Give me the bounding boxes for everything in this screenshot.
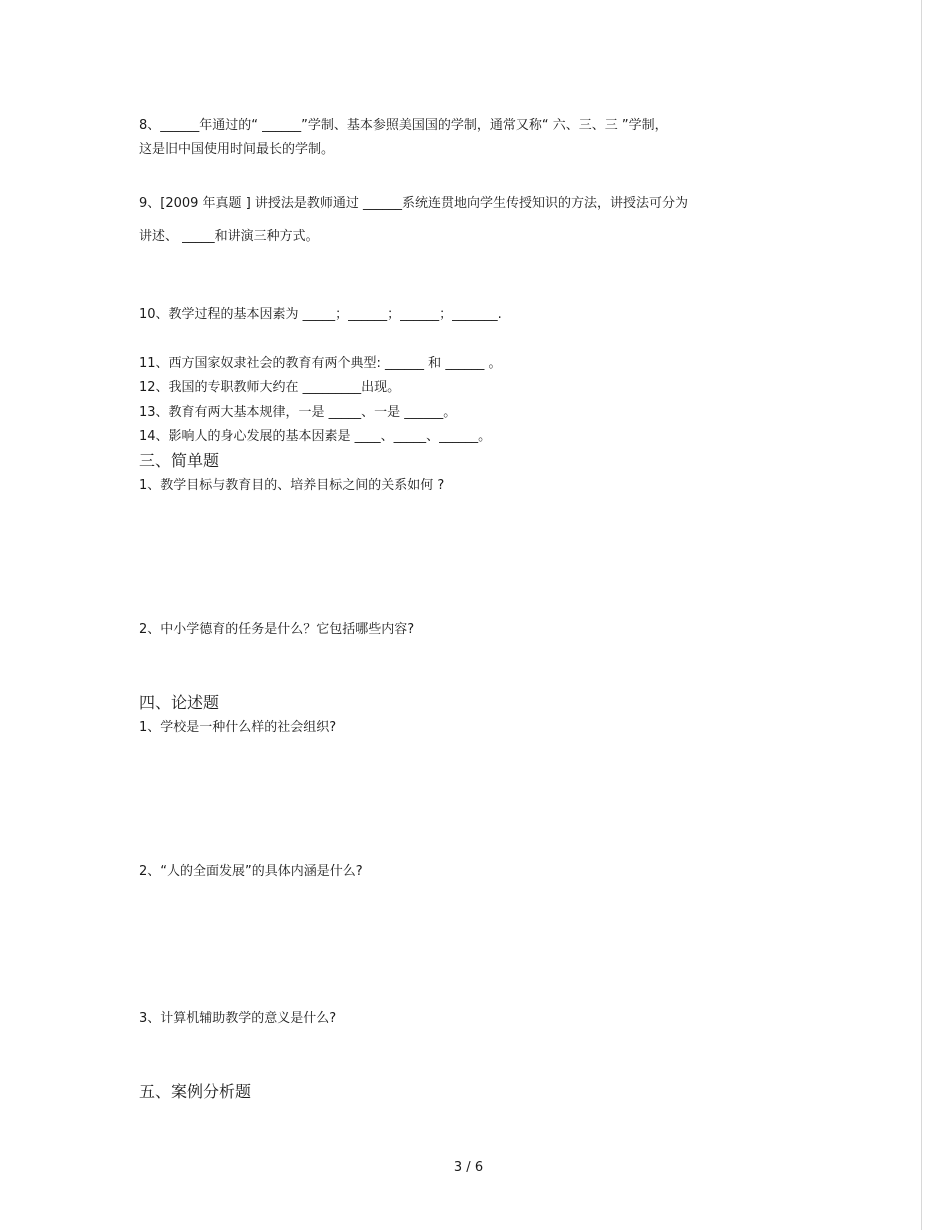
page-edge-divider (921, 0, 922, 1230)
section-heading-essay: 四、论述题 (139, 693, 220, 712)
essay-question-2: 2、“人的全面发展”的具体内涵是什么? (139, 864, 363, 879)
section-heading-case-analysis: 五、案例分析题 (139, 1082, 252, 1101)
question-8-line-1: 8、______年通过的“ ______”学制、基本参照美国国的学制，通常又称“ 六、三、三 ”学制， (139, 118, 668, 133)
essay-question-1: 1、学校是一种什么样的社会组织? (139, 720, 337, 735)
question-11: 11、西方国家奴隶社会的教育有两个典型: ______ 和 ______ 。 (139, 356, 502, 371)
question-10: 10、教学过程的基本因素为 _____；______；______；_______. (139, 307, 502, 322)
question-8-line-2: 这是旧中国使用时间最长的学制。 (139, 142, 335, 157)
short-answer-question-2: 2、中小学德育的任务是什么？它包括哪些内容? (139, 622, 415, 637)
question-14: 14、影响人的身心发展的基本因素是 ____、_____、______。 (139, 429, 492, 444)
essay-question-3: 3、计算机辅助教学的意义是什么? (139, 1011, 337, 1026)
question-9-line-2: 讲述、 _____和讲演三种方式。 (139, 229, 319, 244)
section-heading-short-answer: 三、简单题 (139, 451, 220, 470)
page-number: 3 / 6 (453, 1160, 484, 1175)
question-9-line-1: 9、[2009 年真题 ] 讲授法是教师通过 ______系统连贯地向学生传授知识的方法，讲授法可分为 (139, 196, 689, 211)
question-13: 13、教育有两大基本规律，一是 _____、一是 ______。 (139, 405, 457, 420)
short-answer-question-1: 1、教学目标与教育目的、培养目标之间的关系如何 ? (139, 478, 445, 493)
question-12: 12、我国的专职教师大约在 _________出现。 (139, 380, 401, 395)
